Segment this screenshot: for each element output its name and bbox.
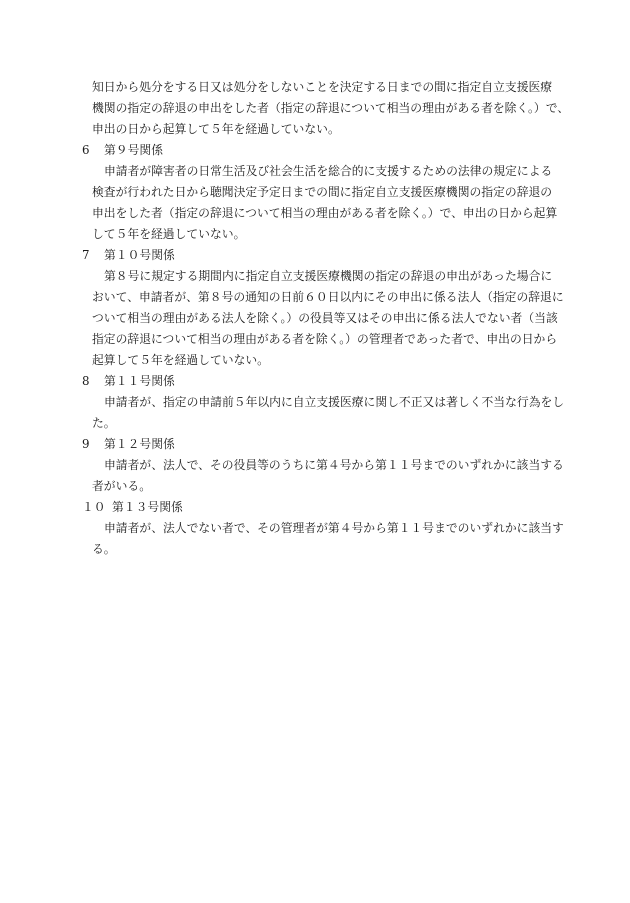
section-body-line: 申出をした者（指定の辞退について相当の理由がある者を除く。）で、申出の日から起算 — [92, 206, 558, 220]
section-body-line: 検査が行われた日から聴聞決定予定日までの間に指定自立支援医療機関の指定の辞退の — [92, 185, 553, 199]
section-body-line: 第８号に規定する期間内に指定自立支援医療機関の指定の辞退の申出があった場合に — [104, 269, 553, 283]
section-number: １０ — [82, 500, 106, 514]
section-body-line: おいて、申請者が、第８号の通知の日前６０日以内にその申出に係る法人（指定の辞退に — [92, 290, 564, 304]
section-body-line: 申請者が、法人で、その役員等のうちに第４号から第１１号までのいずれかに該当する — [104, 458, 564, 472]
section-body-line: して５年を経過していない。 — [92, 227, 246, 241]
section-heading — [82, 434, 175, 454]
section-number: 9 — [82, 437, 90, 451]
intro-line-2: 機関の指定の辞退の申出をした者（指定の辞退について相当の理由がある者を除く。）で、 — [92, 101, 570, 115]
section-body-line: る。 — [92, 542, 116, 556]
section-number: 6 — [82, 143, 90, 157]
section-body-line: 指定の辞退について相当の理由がある者を除く。）の管理者であった者で、申出の日から — [92, 332, 558, 346]
section-body-line: ついて相当の理由がある法人を除く。）の役員等又はその申出に係る法人でない者（当該 — [92, 311, 558, 325]
section-body-line: 申請者が、法人でない者で、その管理者が第４号から第１１号までのいずれかに該当す — [104, 521, 564, 535]
section-title: 第１２号関係 — [104, 437, 175, 451]
section-heading — [82, 497, 183, 517]
intro-line-3: 申出の日から起算して５年を経過していない。 — [92, 122, 340, 136]
section-body-line: 起算して５年を経過していない。 — [92, 353, 269, 367]
section-title: 第９号関係 — [104, 143, 163, 157]
section-heading — [82, 245, 175, 265]
section-body-line: 申請者が障害者の日常生活及び社会生活を総合的に支援するための法律の規定による — [104, 164, 553, 178]
section-number: 7 — [82, 248, 90, 262]
section-heading — [82, 140, 163, 160]
intro-line-1: 知日から処分をする日又は処分をしないことを決定する日までの間に指定自立支援医療 — [92, 80, 553, 94]
section-title: 第１１号関係 — [104, 374, 175, 388]
section-title: 第１０号関係 — [104, 248, 175, 262]
section-body-line: た。 — [92, 416, 116, 430]
section-body-line: 申請者が、指定の申請前５年以内に自立支援医療に関し不正又は著しく不当な行為をし — [104, 395, 565, 409]
section-body-line: 者がいる。 — [92, 479, 151, 493]
section-number: 8 — [82, 374, 90, 388]
section-title: 第１３号関係 — [112, 500, 183, 514]
section-heading — [82, 371, 175, 391]
